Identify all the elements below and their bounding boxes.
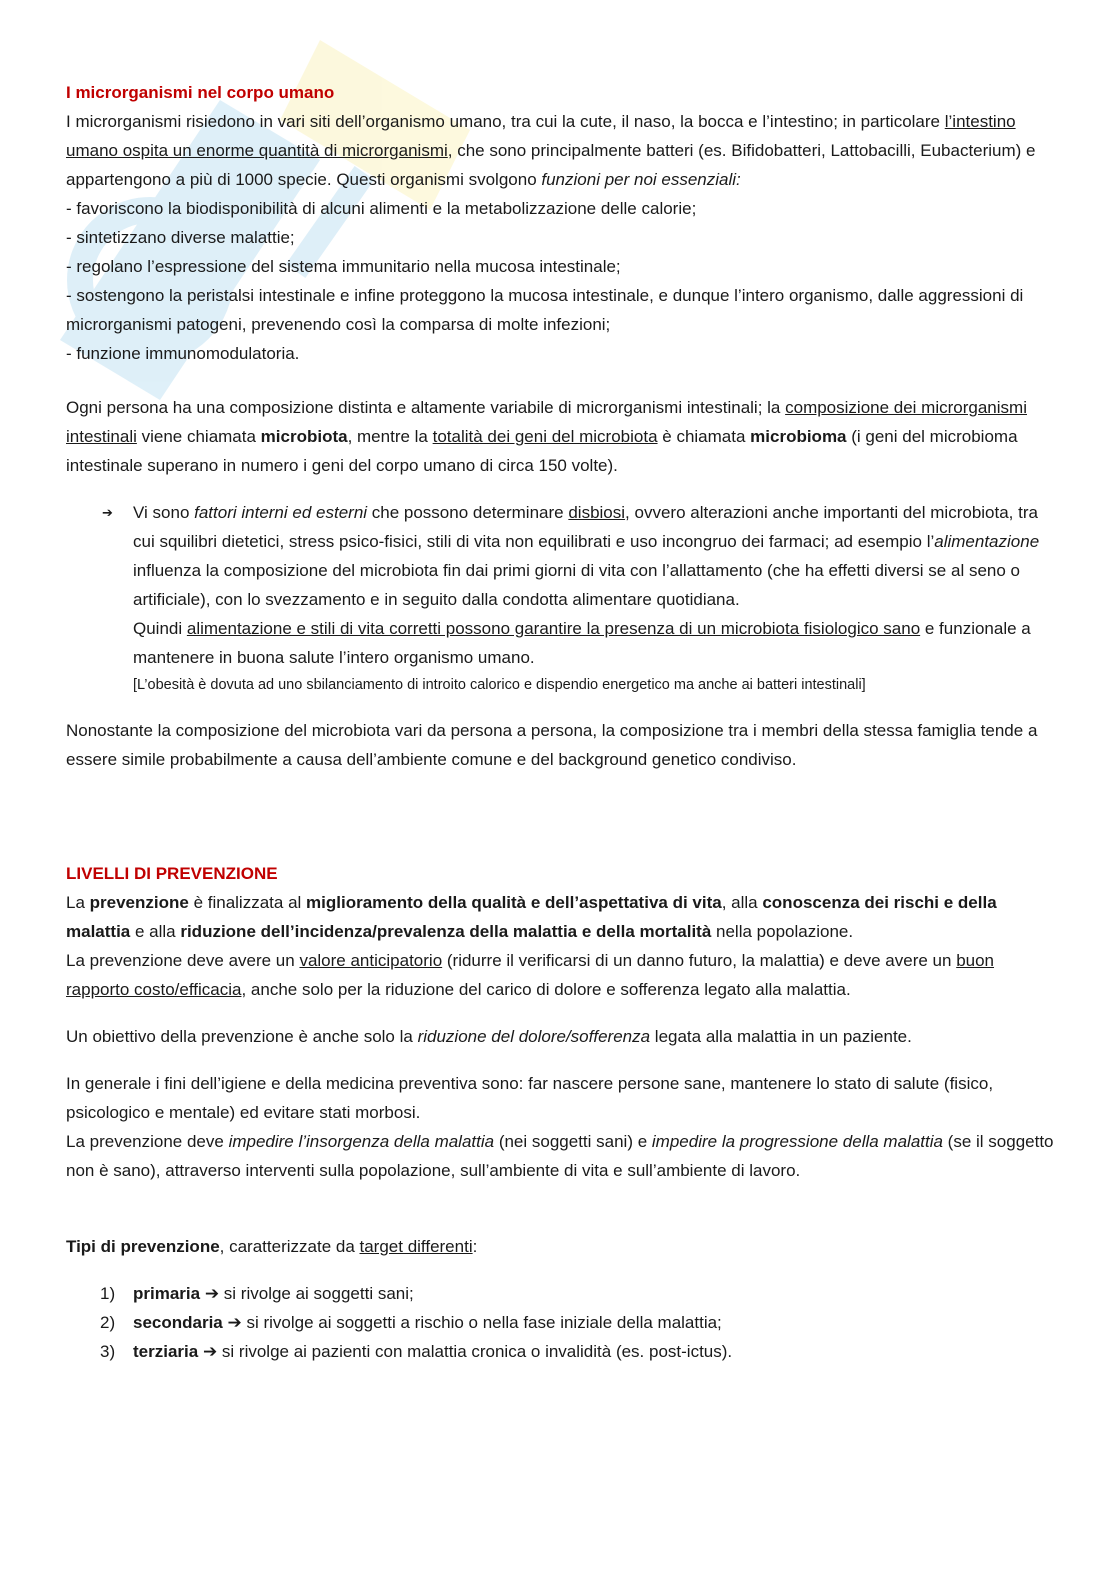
paragraph-microbiota: Ogni persona ha una composizione distinta e altamente variabile di microrganismi intestinali; la composizione dei microrganismi intestinali viene chiamata microbiota, mentre la totalità dei geni del microbiota è chiamata microbioma (i geni del microbioma intestinale superano in numero i geni del corpo umano di circa 150 volte). [66, 398, 1027, 475]
section-title-microrganismi: I microrganismi nel corpo umano [66, 83, 335, 102]
paragraph-intro: I microrganismi risiedono in vari siti dell’organismo umano, tra cui la cute, il naso, la bocca e l’intestino; in particolare l’intestino umano ospita un enorme quantità di microrganismi, che sono principalmente batteri (es. Bifidobatteri, Lattobacilli, Eubacterium) e appartengono a più di 1000 specie. Questi organismi svolgono funzioni per noi essenziali: [66, 112, 1036, 189]
types-intro: Tipi di prevenzione, caratterizzate da target differenti: [66, 1237, 478, 1256]
function-item: - favoriscono la biodisponibilità di alcuni alimenti e la metabolizzazione delle calorie; [66, 199, 697, 218]
paragraph-impedire: La prevenzione deve impedire l’insorgenza della malattia (nei soggetti sani) e impedire la progressione della malattia (se il soggetto non è sano), attraverso interventi sulla popolazione, sull’ambiente di vita e sull’ambiente di lavoro. [66, 1132, 1054, 1180]
arrow-icon: ➔ [202, 1342, 218, 1361]
paragraph-prevenzione-goal: La prevenzione è finalizzata al miglioramento della qualità e dell’aspettativa di vita, alla conoscenza dei rischi e della malattia e alla riduzione dell’incidenza/prevalenza della malattia e della mortalità nella popolazione. [66, 893, 997, 941]
document-page [66, 78, 1056, 1366]
function-item: - funzione immunomodulatoria. [66, 344, 300, 363]
arrow-icon: ➔ [102, 505, 113, 520]
section-title-prevenzione: LIVELLI DI PREVENZIONE [66, 864, 278, 883]
paragraph-anticipatorio: La prevenzione deve avere un valore anticipatorio (ridurre il verificarsi di un danno futuro, la malattia) e deve avere un buon rapporto costo/efficacia, anche solo per la riduzione del carico di dolore e sofferenza legato alla malattia. [66, 951, 995, 999]
function-item: - sintetizzano diverse malattie; [66, 228, 295, 247]
function-item: - regolano l’espressione del sistema immunitario nella mucosa intestinale; [66, 257, 621, 276]
list-item: 3) terziaria ➔ si rivolge ai pazienti con malattia cronica o invalidità (es. post-ictus). [100, 1342, 733, 1361]
arrow-note-disbiosi: ➔ Vi sono fattori interni ed esterni che possono determinare disbiosi, ovvero alterazioni anche importanti del microbiota, tra cui squilibri dietetici, stress psico-fisici, stili di vita non equilibrati e uso incongruo dei farmaci; ad esempio l’alimentazione influenza la composizione del microbiota fin dai primi giorni di vita con l’allattamento (che ha effetti diversi se al seno o artificiale), con lo svezzamento e in seguito dalla condotta alimentare quotidiana. Quindi alimentazione e stili di vita corretti possono garantire la presenza di un microbiota fisiologico sano e funzionale a mantenere in buona salute l’intero organismo umano. [L’obesità è dovuta ad uno sbilanciamento di introito calorico e dispendio energetico ma anche ai batteri intestinali] [66, 498, 1056, 698]
list-item: 1) primaria ➔ si rivolge ai soggetti sani; [100, 1284, 414, 1303]
paragraph-obiettivo: Un obiettivo della prevenzione è anche solo la riduzione del dolore/sofferenza legata alla malattia in un paziente. [66, 1027, 912, 1046]
arrow-icon: ➔ [204, 1284, 220, 1303]
list-item: 2) secondaria ➔ si rivolge ai soggetti a rischio o nella fase iniziale della malattia; [100, 1313, 722, 1332]
obesity-note: [L’obesità è dovuta ad uno sbilanciamento di introito calorico e dispendio energetico ma anche ai batteri intestinali] [133, 677, 866, 693]
paragraph-fini: In generale i fini dell’igiene e della medicina preventiva sono: far nascere persone sane, mantenere lo stato di salute (fisico, psicologico e mentale) ed evitare stati morbosi. [66, 1074, 994, 1122]
function-item: - sostengono la peristalsi intestinale e infine proteggono la mucosa intestinale, e dunque l’intero organismo, dalle aggressioni di microrganismi patogeni, prevenendo così la comparsa di molte infezioni; [66, 286, 1024, 334]
types-list [66, 1279, 1056, 1366]
paragraph-family: Nonostante la composizione del microbiota vari da persona a persona, la composizione tra i membri della stessa famiglia tende a essere simile probabilmente a causa dell’ambiente comune e del background genetico condiviso. [66, 721, 1038, 769]
arrow-icon: ➔ [227, 1313, 242, 1332]
